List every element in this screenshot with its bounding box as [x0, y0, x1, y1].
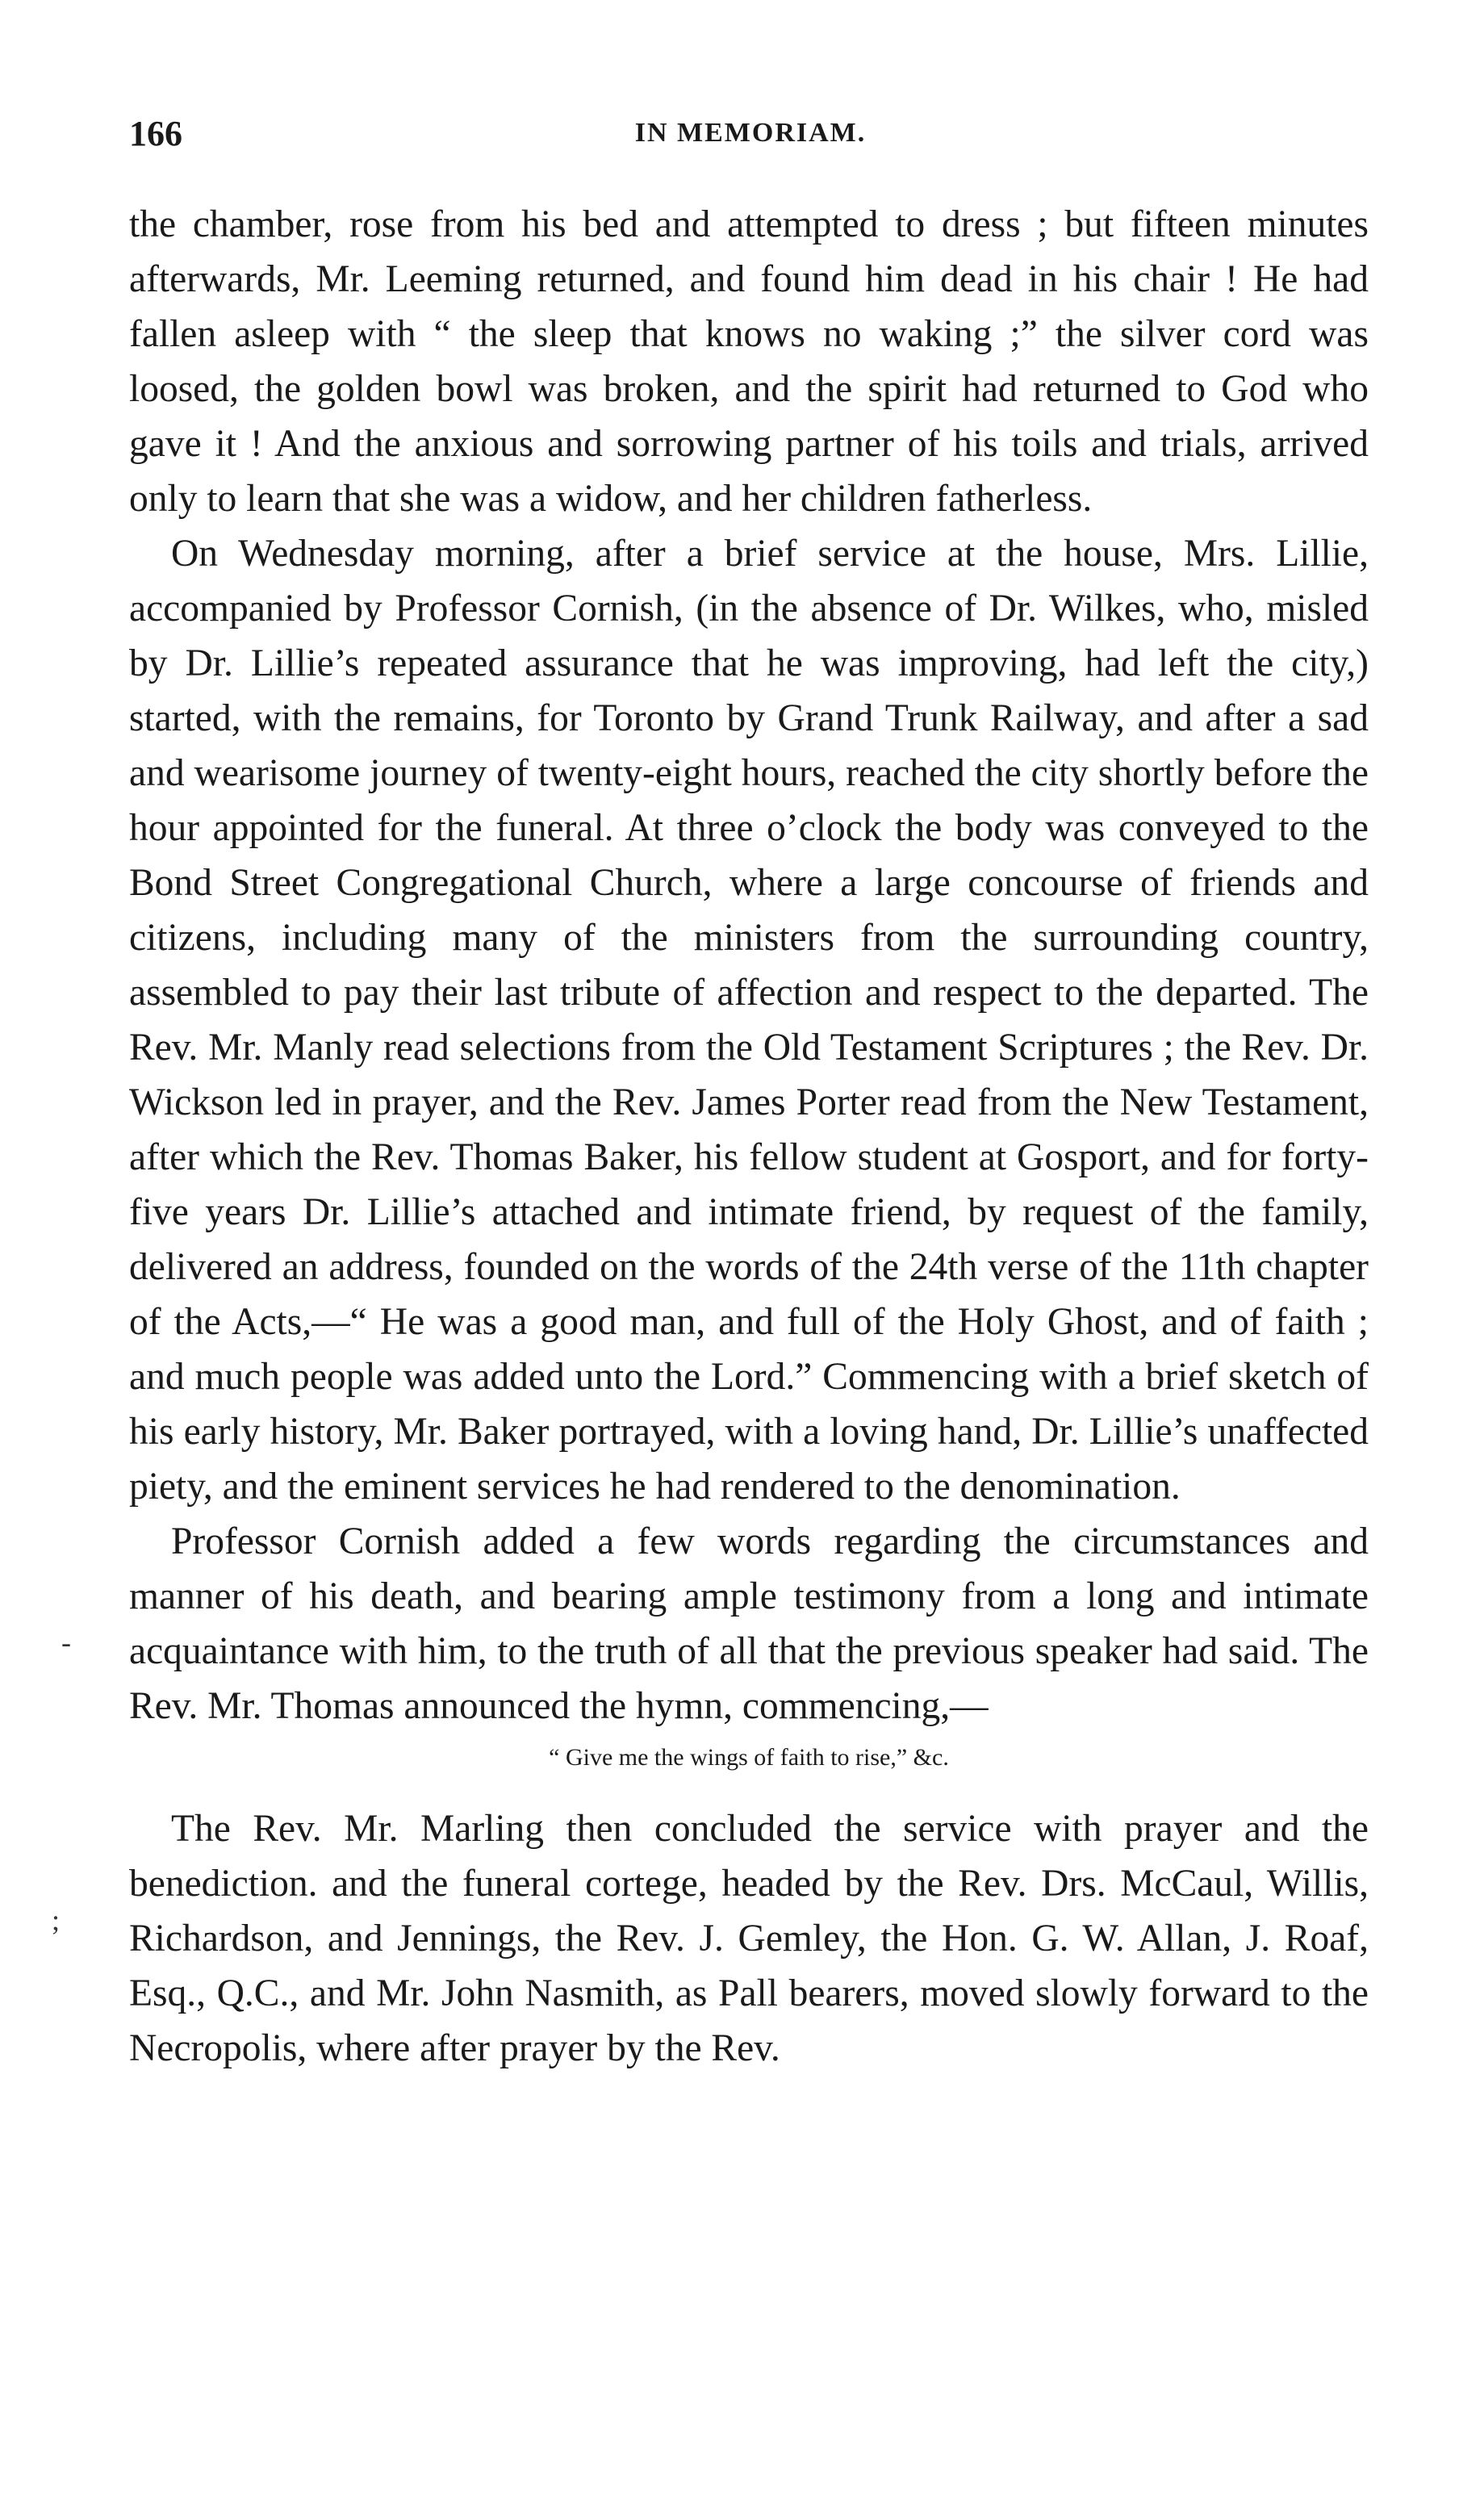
paragraph-1: the chamber, rose from his bed and attempted to dress ; but fifteen minutes afterwards, Mr. Leeming returned, and found him dead in his chair ! He had fallen asleep with “ the sleep that knows no waking ;” the silver cord was loosed, the golden bowl was broken, and the spirit had returned to God who gave it ! And the anxious and sorrowing partner of his toils and trials, arrived only to learn that she was a widow, and her children fatherless.: [129, 203, 1369, 520]
margin-mark: -: [61, 1626, 71, 1658]
running-head: [129, 113, 1372, 161]
body-text: [129, 197, 1369, 2076]
margin-mark: ;: [52, 1904, 61, 1936]
hymn-quotation: “ Give me the wings of faith to rise,” &c.: [549, 1744, 949, 1771]
page-number: 166: [129, 114, 182, 153]
paragraph-4: The Rev. Mr. Marling then concluded the service with prayer and the benediction. and the funeral cortege, headed by the Rev. Drs. McCaul, Willis, Richardson, and Jennings, the Rev. J. Gemley, the Hon. G. W. Allan, J. Roaf, Esq., Q.C., and Mr. John Nasmith, as Pall bearers, moved slowly forward to the Necropolis, where after prayer by the Rev.: [129, 1808, 1369, 2069]
running-title: IN MEMORIAM.: [634, 118, 867, 148]
paragraph-2: On Wednesday morning, after a brief service at the house, Mrs. Lillie, accompanied by Professor Cornish, (in the absence of Dr. Wilkes, who, misled by Dr. Lillie’s repeated assurance that he was improving, had left the city,) started, with the remains, for Toronto by Grand Trunk Railway, and after a sad and wearisome journey of twenty-eight hours, reached the city shortly before the hour appointed for the funeral. At three o’clock the body was conveyed to the Bond Street Congregational Church, where a large concourse of friends and citizens, including many of the ministers from the surrounding country, assembled to pay their last tribute of affection and respect to the departed. The Rev. Mr. Manly read selections from the Old Testament Scriptures ; the Rev. Dr. Wickson led in prayer, and the Rev. James Porter read from the New Testament, after which the Rev. Thomas Baker, his fellow student at Gosport, and for forty-five years Dr. Lillie’s attached and intimate friend, by request of the family, delivered an address, founded on the words of the 24th verse of the 11th chapter of the Acts,—“ He was a good man, and full of the Holy Ghost, and of faith ; and much people was added unto the Lord.” Commencing with a brief sketch of his early history, Mr. Baker portrayed, with a loving hand, Dr. Lillie’s unaffected piety, and the eminent services he had rendered to the denomination.: [129, 533, 1369, 1508]
paragraph-3: Professor Cornish added a few words regarding the circumstances and manner of his death, and bearing ample testimony from a long and intimate acquaintance with him, to the truth of all that the previous speaker had said. The Rev. Mr. Thomas announced the hymn, commencing,—: [129, 1520, 1369, 1727]
